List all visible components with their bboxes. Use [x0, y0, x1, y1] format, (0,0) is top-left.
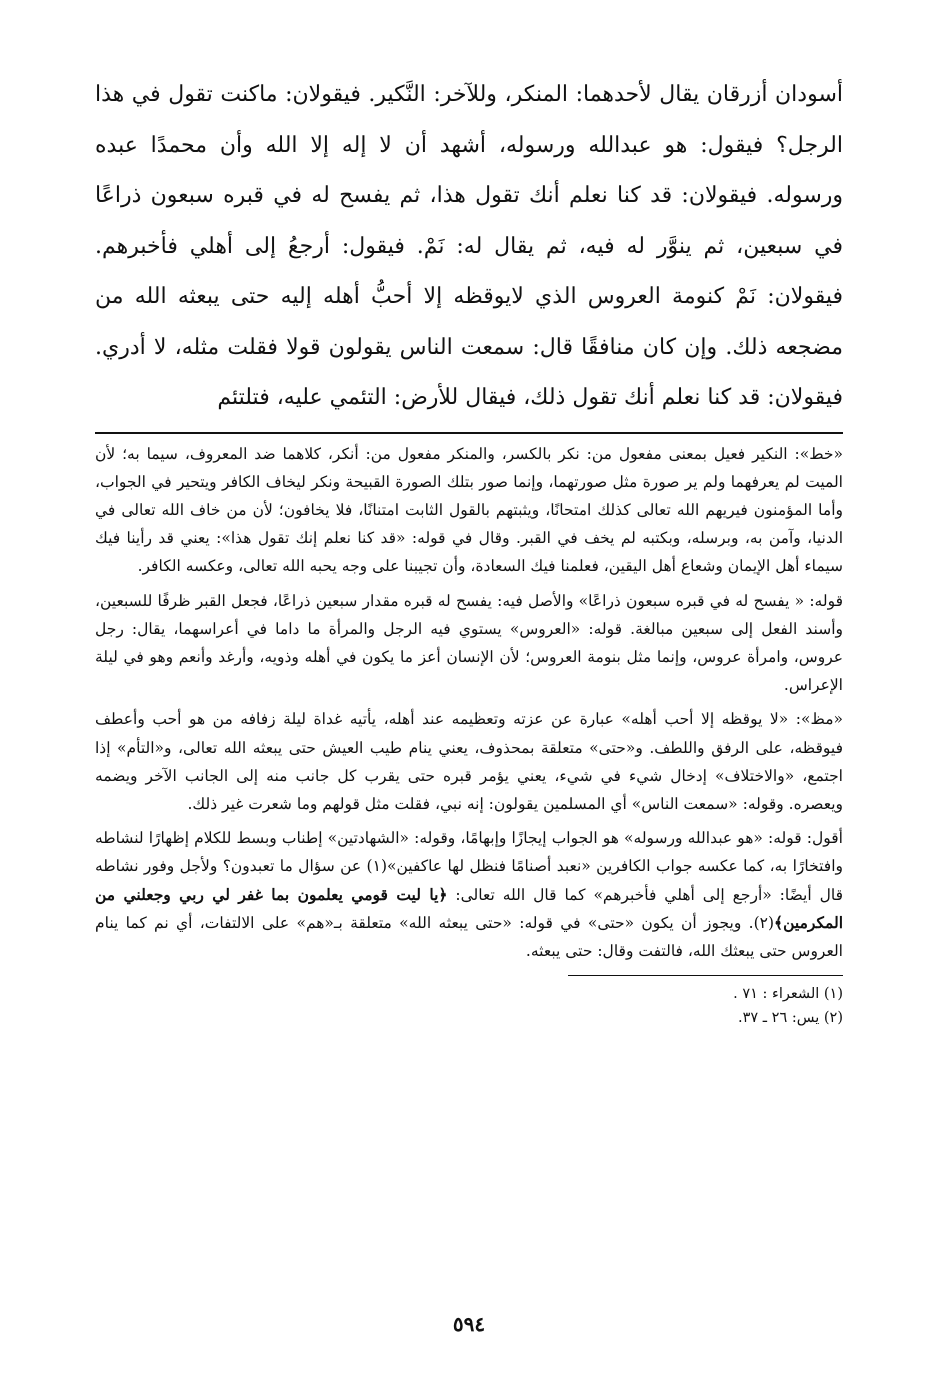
main-text: أسودان أزرقان يقال لأحدهما: المنكر، وللآخر: النَّكير. فيقولان: ماكنت تقول في هذا الرجل؟ فيقول: هو عبدالله ورسوله، أشهد أن لا إله إلا الله وأن محمدًا عبده ورسوله. فيقولان: قد كنا نعلم أنك تقول هذا، ثم يفسح له في قبره سبعون ذراعًا في سبعين، ثم ينوَّر له فيه، ثم يقال له: نَمْ. فيقول: أرجعُ إلى أهلي فأخبرهم. فيقولان: نَمْ كنومة العروس الذي لايوقظه إلا أحبُّ أهله إليه حتى يبعثه الله من مضجعه ذلك. وإن كان منافقًا قال: سمعت الناس يقولون قولا فقلت مثله، لا أدري. فيقولان: قد كنا نعلم أنك تقول ذلك، فيقال للأرض: التئمي عليه، فتلتئم	[95, 82, 843, 410]
footnote: (٢) يس: ٢٦ ـ ٣٧.	[738, 1010, 843, 1027]
commentary-paragraph	[95, 587, 843, 700]
page-body	[95, 70, 843, 1030]
main-divider	[95, 432, 843, 434]
footnote: (١) الشعراء : ٧١ .	[733, 986, 843, 1003]
commentary-text: أقول: قوله: «هو عبدالله ورسوله» هو الجواب إيجازًا وإبهامًا، وقوله: «الشهادتين» إطناب وبسط للكلام إظهارًا لنشاطه وافتخارًا به، كما عكسه جواب الكافرين «نعبد أصنامًا فنظل لها عاكفين»(١) عن سؤال ما تعبدون؟ ولأجل وفور نشاطه قال أيضًا: «أرجع إلى أهلي فأخبرهم» كما قال الله تعالى:	[95, 829, 843, 904]
commentary-paragraph	[95, 824, 843, 965]
commentary-text: «خط»: النكير فعيل بمعنى مفعول من: نكر بالكسر، والمنكر مفعول من: أنكر، كلاهما ضد المعروف، سيما به؛ لأن الميت لم يعرفهما ولم ير صورة مثل صورتهما، وإنما صور بتلك الصورة القبيحة ونكر ليخاف الكافر ويتحير في الجواب، وأما المؤمنون فيريهم الله تعالى كذلك امتحانًا، ويثبتهم بالقول الثابت امتنانًا، فلا يخافون؛ لأن من خاف الله تعالى في الدنيا، وآمن به، وبرسله، وبكتبه لم يخف في القبر. وقال في قوله: «قد كنا نعلم إنك تقول هذا»: يعني قد رأينا فيك سيماء أهل الإيمان وشعاع أهل اليقين، فعلمنا فيك السعادة، وأن تجيبنا على وجه يحبه الله تعالى، وعكسه الكافر.	[95, 444, 843, 576]
footnote-divider	[568, 975, 843, 976]
commentary-paragraph	[95, 705, 843, 818]
commentary-text: قوله: « يفسح له في قبره سبعون ذراعًا» والأصل فيه: يفسح له قبره مقدار سبعين ذراعًا، فجعل القبر ظرفًا للسبعين، وأسند الفعل إلى سبعين مبالغة. قوله: «العروس» يستوي فيه الرجل والمرأة ما داما في أعراسهما، يقال: رجل عروس، وامرأة عروس، وإنما مثل بنومة العروس؛ لأن الإنسان أعز ما يكون في أهله وذويه، وأرغد وأنعم وهو في ليلة الإعراس.	[95, 591, 843, 695]
quran-verse: ﴿يا ليت قومي يعلمون بما غفر لي ربي وجعلني من المكرمين﴾	[95, 884, 843, 932]
commentary	[95, 440, 843, 966]
page-number: ٥٩٤	[452, 1312, 486, 1336]
commentary-paragraph	[95, 440, 843, 581]
commentary-text: (٢). ويجوز أن يكون «حتى» في قوله: «حتى يبعثه الله» متعلقة بـ«هم» على الالتفات، أي نم كما ينام العروس حتى يبعثك الله، فالتفت وقال: حتى يبعثه.	[95, 913, 843, 960]
commentary-text: «مظ»: «لا يوقظه إلا أحب أهله» عبارة عن عزته وتعظيمه عند أهله، يأتيه غداة ليلة زفافه من هو أحب وأعطف فيوقظه، على الرفق واللطف. و«حتى» متعلقة بمحذوف، يعني ينام طيب العيش حتى يبعثه الله تعالى، و«التأم» إذا اجتمع، «والاختلاف» إدخال شيء في شيء، يعني يؤمر قبره حتى يقرب كل جانب منه إلى الجانب الآخر ويضمه ويعصره. وقوله: «سمعت الناس» أي المسلمين يقولون: إنه نبي، فقلت مثل قولهم وما شعرت غير ذلك.	[95, 710, 843, 813]
